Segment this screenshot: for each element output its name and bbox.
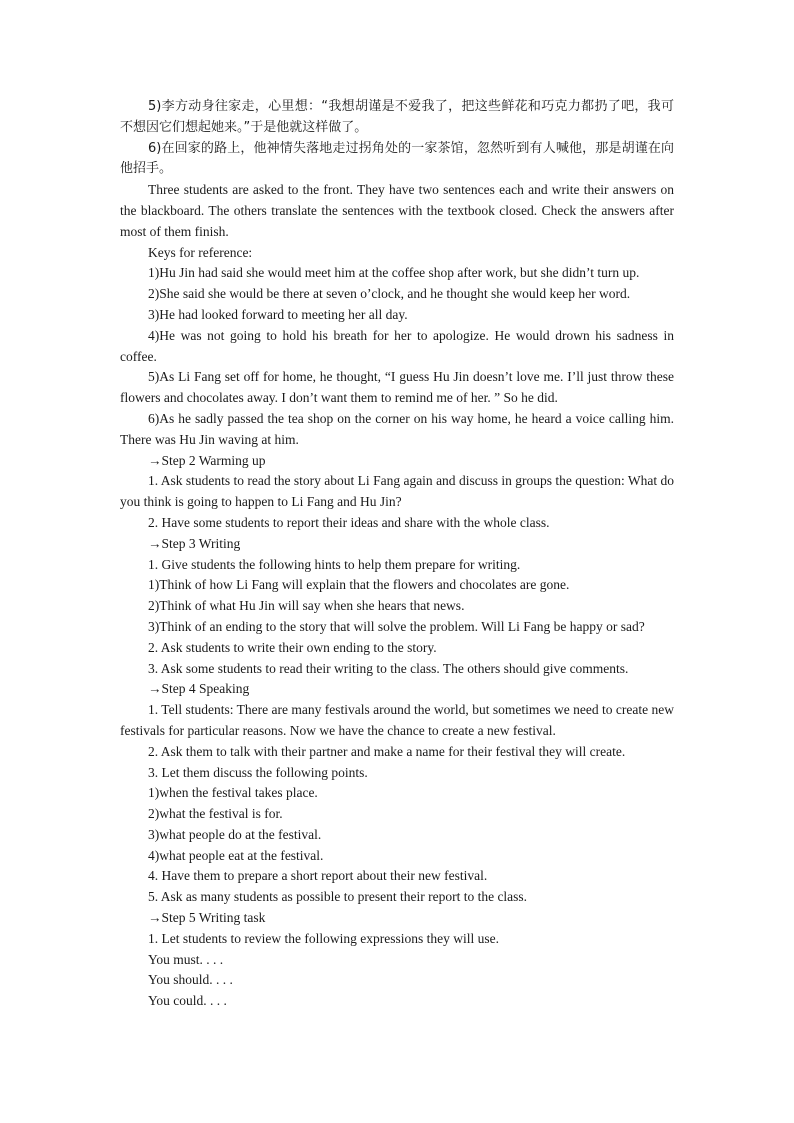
step-4-point-1: 1)when the festival takes place. — [148, 785, 318, 801]
paragraph-chinese-5: 5)李方动身往家走，心里想：“我想胡谨是不爱我了，把这些鲜花和巧克力都扔了吧，我可不想因它们想起她来。”于是他就这样做了。 — [120, 99, 674, 135]
step-3-hint-3: 3)Think of an ending to the story that will solve the problem. Will Li Fang be happy or sad? — [148, 618, 645, 634]
step-4-item-1: 1. Tell students: There are many festivals around the world, but sometimes we need to create new festivals for particular reasons. Now we have the chance to create a new festival. — [120, 702, 674, 738]
paragraph-chinese-6: 6)在回家的路上，他神情失落地走过拐角处的一家茶馆，忽然听到有人喊他，那是胡谨在向他招手。 — [120, 140, 674, 177]
step-4-item-5: 5. Ask as many students as possible to present their report to the class. — [148, 889, 528, 905]
step-4-item-2: 2. Ask them to talk with their partner and make a name for their festival they will create. — [148, 743, 626, 759]
expression-should: You should. . . . — [148, 972, 233, 988]
step-4-point-2: 2)what the festival is for. — [148, 806, 283, 822]
step-4-point-3: 3)what people do at the festival. — [148, 826, 322, 842]
step-4-heading: →Step 4 Speaking — [148, 681, 250, 697]
step-5-item-1: 1. Let students to review the following expressions they will use. — [148, 930, 499, 946]
step-2-heading: →Step 2 Warming up — [148, 452, 266, 468]
step-3-heading: →Step 3 Writing — [148, 535, 241, 551]
expression-could: You could. . . . — [148, 993, 227, 1009]
step-4-item-3: 3. Let them discuss the following points. — [148, 764, 368, 780]
step-2-item-2: 2. Have some students to report their ideas and share with the whole class. — [148, 514, 550, 530]
step-2-item-1: 1. Ask students to read the story about Li Fang again and discuss in groups the question: What do you think is going to happen to Li Fang and Hu Jin? — [120, 473, 674, 510]
step-5-heading: →Step 5 Writing task — [148, 910, 266, 926]
step-3-hint-1: 1)Think of how Li Fang will explain that the flowers and chocolates are gone. — [148, 577, 570, 593]
paragraph-instructions: Three students are asked to the front. They have two sentences each and write their answers on the blackboard. The others translate the sentences with the textbook closed. Check the answers after most of them finish. — [120, 182, 674, 239]
key-4: 4)He was not going to hold his breath for her to apologize. He would drown his sadness in coffee. — [120, 327, 674, 364]
key-1: 1)Hu Jin had said she would meet him at the coffee shop after work, but she didn’t turn up. — [148, 265, 640, 281]
step-3-item-2: 2. Ask students to write their own ending to the story. — [148, 639, 437, 655]
key-5: 5)As Li Fang set off for home, he thought, “I guess Hu Jin doesn’t love me. I’ll just throw these flowers and chocolates away. I don’t want them to remind me of her. ” So he did. — [120, 369, 674, 406]
keys-heading: Keys for reference: — [148, 244, 253, 260]
step-3-hint-2: 2)Think of what Hu Jin will say when she hears that news. — [148, 598, 465, 614]
step-3-item-1: 1. Give students the following hints to help them prepare for writing. — [148, 556, 521, 572]
step-4-point-4: 4)what people eat at the festival. — [148, 847, 324, 863]
key-2: 2)She said she would be there at seven o’clock, and he thought she would keep her word. — [148, 286, 631, 302]
key-3: 3)He had looked forward to meeting her all day. — [148, 306, 408, 322]
step-3-item-3: 3. Ask some students to read their writing to the class. The others should give comments. — [148, 660, 629, 676]
key-6: 6)As he sadly passed the tea shop on the corner on his way home, he heard a voice calling him. There was Hu Jin waving at him. — [120, 410, 674, 447]
expression-must: You must. . . . — [148, 951, 224, 967]
step-4-item-4: 4. Have them to prepare a short report about their new festival. — [148, 868, 488, 884]
